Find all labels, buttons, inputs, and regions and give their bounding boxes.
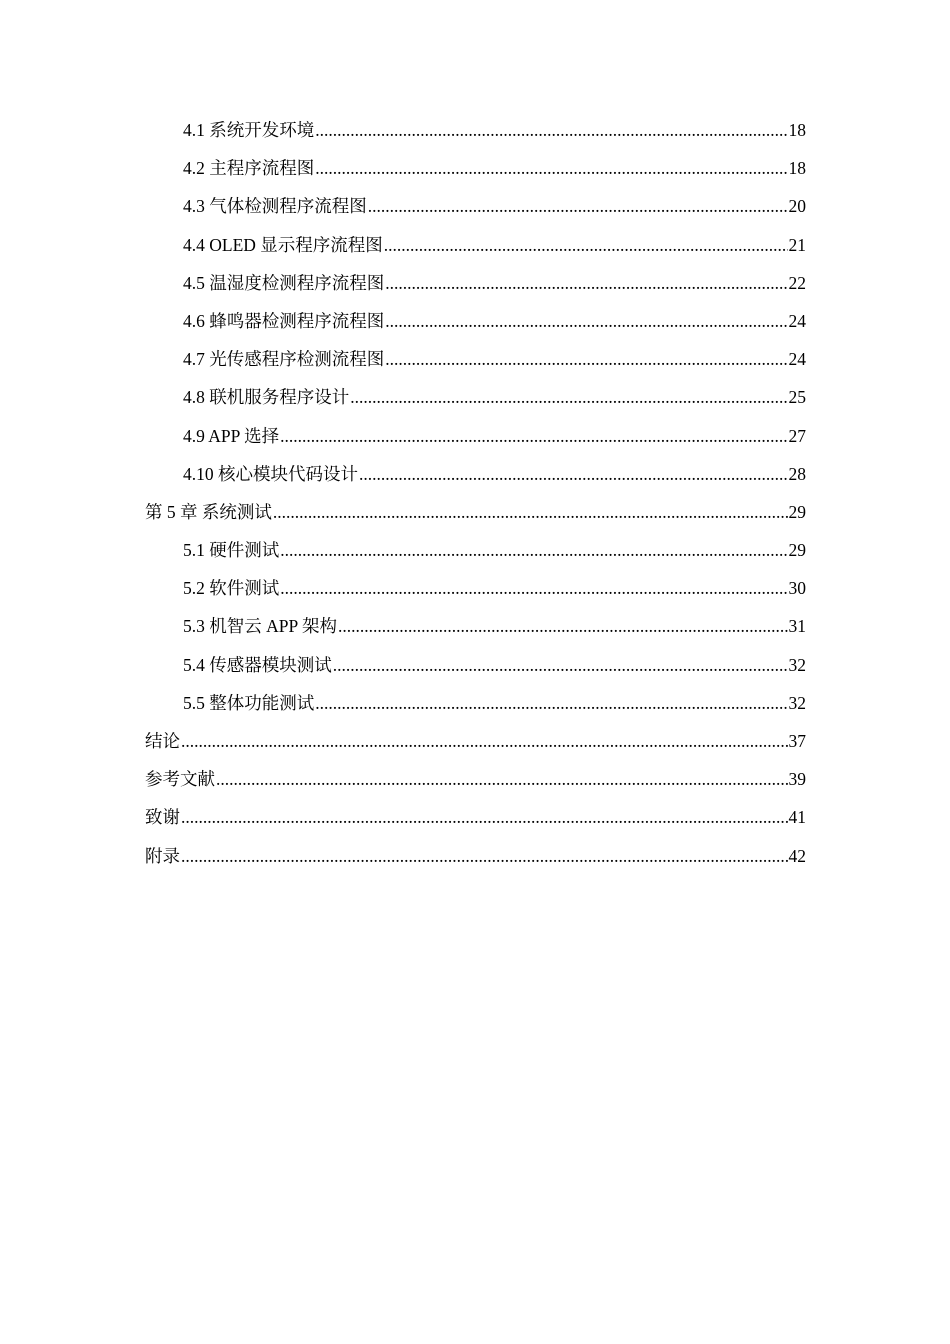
- toc-dot-leader: [338, 607, 788, 645]
- toc-entry-references[interactable]: [145, 760, 806, 798]
- toc-entry-page: 31: [788, 616, 806, 637]
- toc-entry-title: 致谢: [145, 807, 180, 828]
- toc-entry-page: 39: [788, 769, 806, 790]
- toc-entry-4-8[interactable]: [145, 378, 806, 416]
- toc-dot-leader: [359, 455, 788, 493]
- toc-entry-page: 18: [788, 158, 806, 179]
- toc-entry-page: 25: [788, 387, 806, 408]
- toc-entry-page: 32: [788, 692, 806, 713]
- toc-dot-leader: [280, 531, 787, 569]
- toc-entry-chapter-5[interactable]: [145, 493, 806, 531]
- toc-dot-leader: [333, 646, 788, 684]
- toc-dot-leader: [181, 837, 788, 875]
- toc-entry-5-2[interactable]: [145, 569, 806, 607]
- toc-entry-acknowledgements[interactable]: [145, 798, 806, 836]
- toc-entry-page: 37: [788, 731, 806, 751]
- toc-dot-leader: [368, 187, 788, 225]
- toc-entry-appendix[interactable]: [145, 837, 806, 875]
- toc-entry-5-3[interactable]: [145, 607, 806, 645]
- toc-entry-4-3[interactable]: [145, 187, 806, 225]
- toc-entry-page: 20: [788, 196, 806, 217]
- toc-entry-title: 4.3 气体检测程序流程图: [183, 196, 367, 217]
- toc-entry-title: 第 5 章 系统测试: [145, 501, 272, 522]
- toc-entry-page: 41: [788, 807, 806, 828]
- toc-entry-5-4[interactable]: [145, 646, 806, 684]
- toc-entry-title: 5.1 硬件测试: [183, 540, 280, 561]
- toc-entry-title: 5.2 软件测试: [183, 578, 280, 599]
- toc-entry-page: 18: [788, 120, 806, 140]
- toc-dot-leader: [350, 378, 787, 416]
- toc-entry-conclusion[interactable]: [145, 722, 806, 760]
- toc-dot-leader: [181, 798, 788, 836]
- toc-dot-leader: [315, 149, 787, 187]
- toc-entry-page: 32: [788, 654, 806, 675]
- toc-entry-5-1[interactable]: [145, 531, 806, 569]
- toc-entry-title: 4.2 主程序流程图: [183, 158, 315, 179]
- toc-dot-leader: [216, 760, 788, 798]
- toc-entry-page: 29: [788, 501, 806, 522]
- toc-entry-title: 参考文献: [145, 769, 215, 790]
- table-of-contents: [145, 111, 806, 875]
- toc-dot-leader: [273, 493, 788, 531]
- toc-entry-page: 29: [788, 540, 806, 561]
- toc-dot-leader: [315, 111, 787, 149]
- toc-entry-5-5[interactable]: [145, 684, 806, 722]
- toc-entry-4-10[interactable]: [145, 455, 806, 493]
- toc-entry-title: 4.8 联机服务程序设计: [183, 387, 350, 408]
- toc-entry-title: 4.5 温湿度检测程序流程图: [183, 272, 385, 293]
- toc-dot-leader: [385, 340, 787, 378]
- toc-dot-leader: [280, 569, 787, 607]
- toc-entry-4-6[interactable]: [145, 302, 806, 340]
- toc-entry-title: 4.10 核心模块代码设计: [183, 463, 358, 484]
- toc-entry-page: 28: [788, 463, 806, 484]
- toc-entry-page: 27: [788, 425, 806, 446]
- toc-dot-leader: [181, 722, 788, 760]
- toc-entry-4-2[interactable]: [145, 149, 806, 187]
- toc-entry-4-4[interactable]: [145, 226, 806, 264]
- toc-entry-title: 附录: [145, 845, 180, 866]
- toc-entry-title: 5.3 机智云 APP 架构: [183, 616, 337, 637]
- toc-dot-leader: [280, 417, 787, 455]
- toc-entry-title: 5.4 传感器模块测试: [183, 654, 332, 675]
- toc-entry-4-9[interactable]: [145, 417, 806, 455]
- toc-entry-page: 42: [788, 845, 806, 866]
- toc-entry-4-7[interactable]: [145, 340, 806, 378]
- toc-dot-leader: [385, 264, 787, 302]
- toc-entry-page: 24: [788, 310, 806, 331]
- toc-entry-title: 4.1 系统开发环境: [183, 120, 315, 140]
- toc-dot-leader: [385, 302, 787, 340]
- toc-entry-title: 4.6 蜂鸣器检测程序流程图: [183, 310, 385, 331]
- toc-entry-page: 21: [788, 234, 806, 255]
- toc-entry-4-5[interactable]: [145, 264, 806, 302]
- toc-entry-page: 30: [788, 578, 806, 599]
- toc-entry-page: 24: [788, 349, 806, 370]
- toc-entry-title: 结论: [145, 731, 180, 751]
- toc-entry-title: 4.9 APP 选择: [183, 425, 280, 446]
- toc-entry-4-1[interactable]: [145, 111, 806, 149]
- toc-entry-page: 22: [788, 272, 806, 293]
- toc-dot-leader: [315, 684, 787, 722]
- toc-entry-title: 4.4 OLED 显示程序流程图: [183, 234, 383, 255]
- toc-entry-title: 4.7 光传感程序检测流程图: [183, 349, 385, 370]
- toc-dot-leader: [384, 226, 788, 264]
- toc-entry-title: 5.5 整体功能测试: [183, 692, 315, 713]
